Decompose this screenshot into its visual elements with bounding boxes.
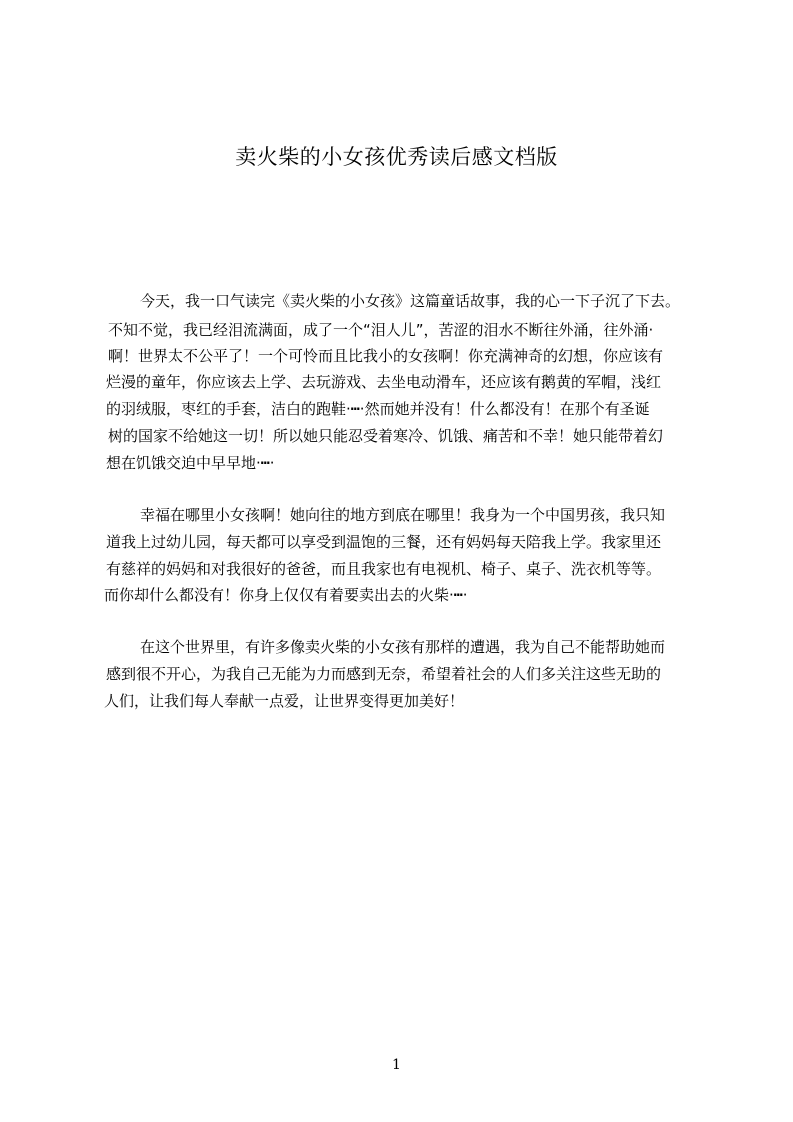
paragraph-1-line-7: 想在饥饿交迫中早早地·┅· xyxy=(106,454,275,472)
paragraph-1-line-6: 树的国家不给她这一切！所以她只能忍受着寒冷、饥饿、痛苦和不幸！她只能带着幻 xyxy=(108,427,664,445)
paragraph-2-line-1: 幸福在哪里小女孩啊！她向往的地方到底在哪里！我身为一个中国男孩，我只知 xyxy=(140,506,666,524)
paragraph-3-line-3: 人们，让我们每人奉献一点爱，让世界变得更加美好！ xyxy=(104,692,465,710)
document-title: 卖火柴的小女孩优秀读后感文档版 xyxy=(235,145,558,169)
paragraph-1-line-3: 啊！世界太不公平了！一个可怜而且比我小的女孩啊！你充满神奇的幻想，你应该有 xyxy=(108,347,664,365)
page-number: 1 xyxy=(392,1057,401,1073)
paragraph-2-line-3: 有慈祥的妈妈和对我很好的爸爸，而且我家也有电视机、椅子、桌子、洗衣机等等。 xyxy=(106,560,662,578)
paragraph-1-line-5: 的羽绒服，枣红的手套，洁白的跑鞋·┅·然而她并没有！什么都没有！在那个有圣诞 xyxy=(106,400,650,418)
paragraph-1-line-4: 烂漫的童年，你应该去上学、去玩游戏、去坐电动滑车，还应该有鹅黄的军帽，浅红 xyxy=(106,373,662,391)
paragraph-1-line-1: 今天，我一口气读完《卖火柴的小女孩》这篇童话故事，我的心一下子沉了下去。 xyxy=(140,292,681,310)
paragraph-3-line-1: 在这个世界里，有许多像卖火柴的小女孩有那样的遭遇，我为自己不能帮助她而 xyxy=(140,638,666,656)
paragraph-2-line-4: 而你却什么都没有！你身上仅仅有着要卖出去的火柴·┅· xyxy=(104,586,468,604)
paragraph-1-line-2: 不知不觉，我已经泪流满面，成了一个“泪人儿”，苦涩的泪水不断往外涌，往外涌· xyxy=(108,321,654,339)
paragraph-2-line-2: 道我上过幼儿园，每天都可以享受到温饱的三餐，还有妈妈每天陪我上学。我家里还 xyxy=(106,533,662,551)
paragraph-3-line-2: 感到很不开心，为我自己无能为力而感到无奈，希望着社会的人们多关注这些无助的 xyxy=(106,665,662,683)
